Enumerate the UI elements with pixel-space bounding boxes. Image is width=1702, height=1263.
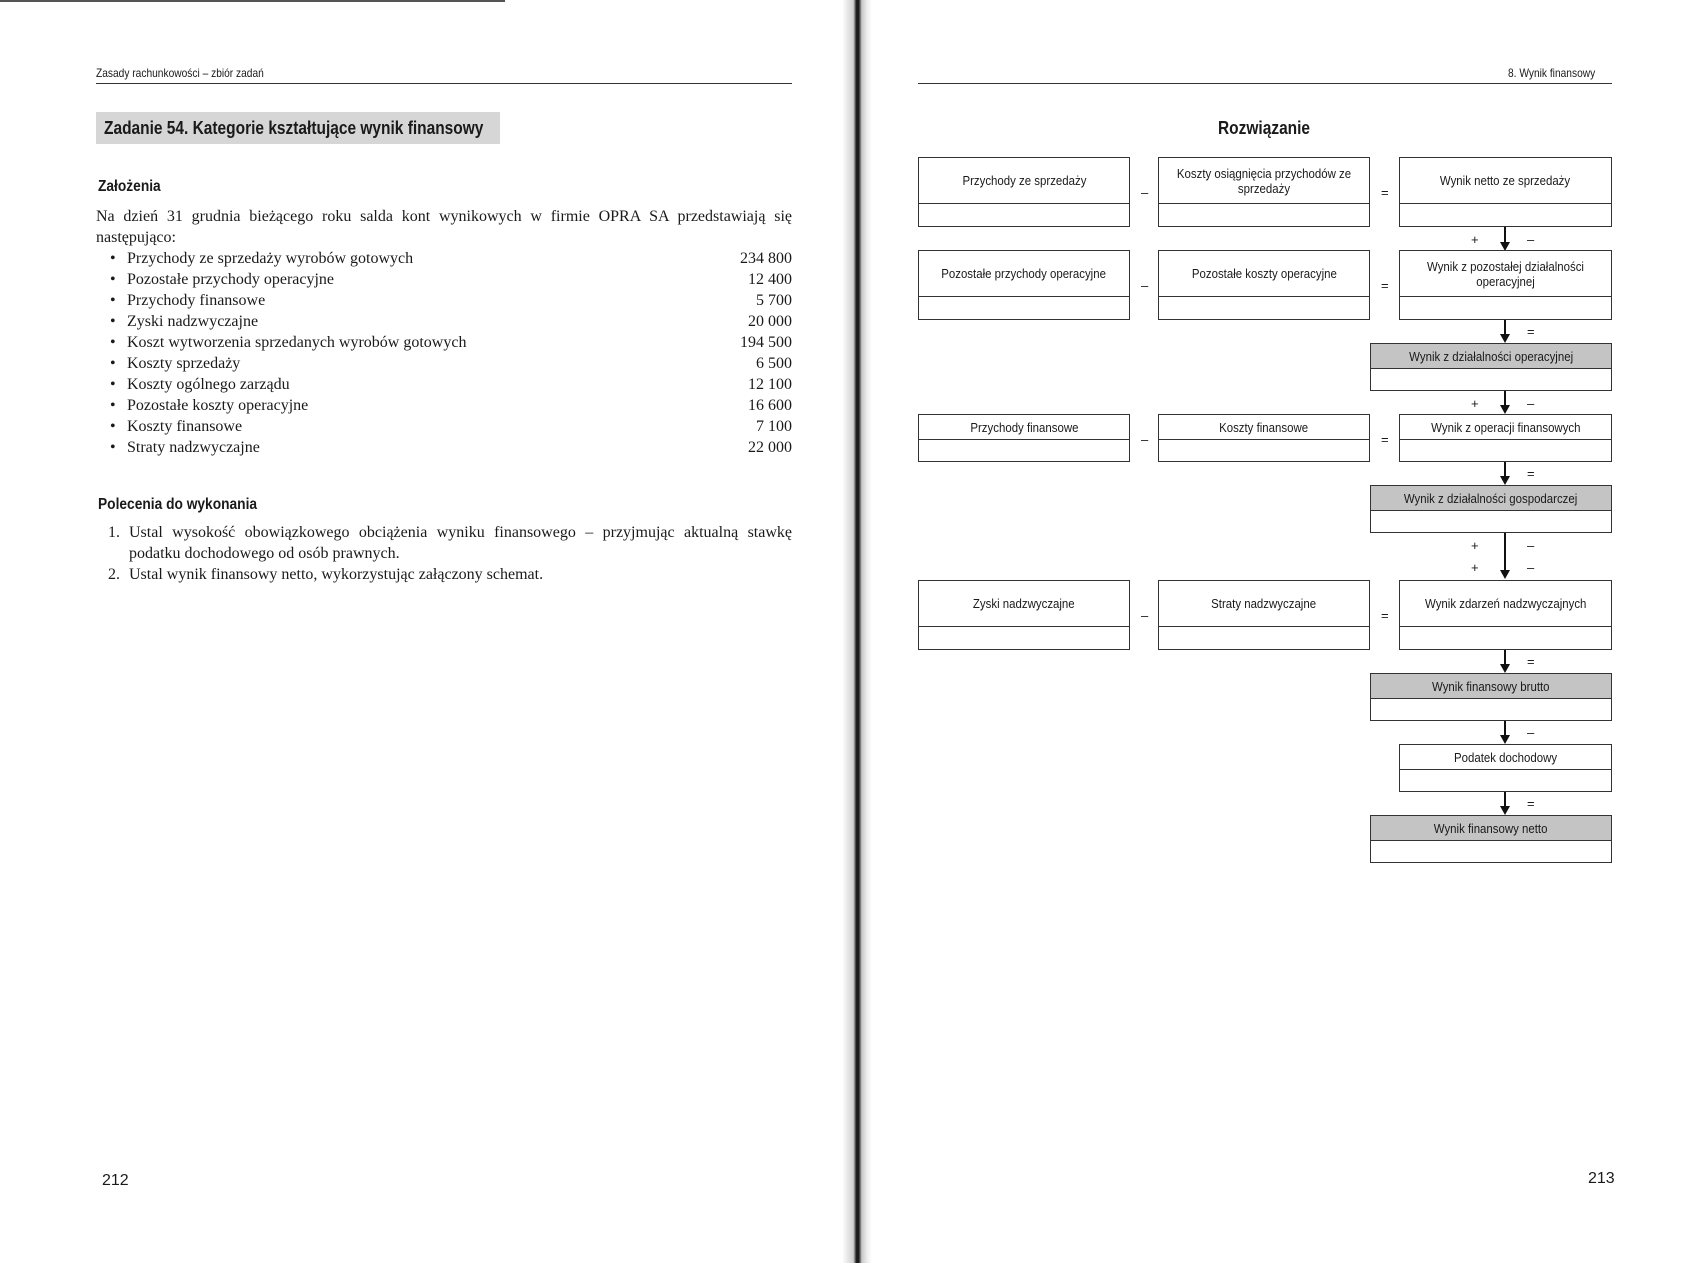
solution-title xyxy=(1218,118,1325,139)
box-extraordinary-losses xyxy=(1158,580,1370,650)
account-balances-list xyxy=(96,248,792,458)
list-item xyxy=(96,416,792,437)
box-label-text: Wynik finansowy netto xyxy=(1434,820,1548,836)
minus-sign: – xyxy=(1527,560,1535,575)
item-value: 234 800 xyxy=(740,250,792,267)
box-label xyxy=(1371,816,1611,841)
item-label: Zyski nadzwyczajne xyxy=(127,313,259,330)
item-value: 7 100 xyxy=(756,418,792,435)
task-title xyxy=(96,112,500,144)
box-business-activity-result xyxy=(1370,485,1612,533)
box-label-text: Wynik z działalności operacyjnej xyxy=(1409,348,1573,364)
minus-sign: – xyxy=(1141,608,1149,623)
box-label-text: Straty nadzwyczajne xyxy=(1211,596,1317,611)
bullet: • xyxy=(110,292,116,309)
arrow-down-icon xyxy=(1500,570,1510,579)
task-text: Ustal wynik finansowy netto, wykorzystując załączony schemat. xyxy=(129,566,544,583)
box-result-other-operating xyxy=(1399,250,1612,320)
box-label xyxy=(1400,158,1611,204)
box-costs-sales xyxy=(1158,157,1370,227)
box-result-sales xyxy=(1399,157,1612,227)
box-label xyxy=(919,158,1129,204)
box-income-tax xyxy=(1399,744,1612,792)
arrow-down-icon xyxy=(1500,334,1510,343)
bullet: • xyxy=(110,397,116,414)
plus-sign: + xyxy=(1471,396,1479,411)
item-value: 12 400 xyxy=(748,271,792,288)
book-spine xyxy=(842,0,872,1263)
bullet: • xyxy=(110,418,116,435)
box-label xyxy=(1159,581,1369,627)
box-label-text: Przychody ze sprzedaży xyxy=(962,173,1086,188)
arrow-down-icon xyxy=(1500,735,1510,744)
header-rule-right xyxy=(918,83,1612,84)
list-item xyxy=(96,290,792,311)
left-page xyxy=(0,0,850,1263)
item-label: Przychody finansowe xyxy=(127,292,266,309)
assumptions-heading-text: Założenia xyxy=(98,178,161,195)
item-value: 6 500 xyxy=(756,355,792,372)
list-item xyxy=(96,353,792,374)
equals-sign: = xyxy=(1527,466,1535,481)
box-net-result xyxy=(1370,815,1612,863)
box-label-text: Wynik zdarzeń nadzwyczajnych xyxy=(1424,596,1587,611)
box-result-extraordinary xyxy=(1399,580,1612,650)
plus-sign: + xyxy=(1471,538,1479,553)
page-number-right: 213 xyxy=(1588,1170,1615,1187)
running-head-left: Zasady rachunkowości – zbiór zadań xyxy=(96,66,264,80)
box-result-financial-operations xyxy=(1399,414,1612,462)
item-value: 16 600 xyxy=(748,397,792,414)
list-item xyxy=(96,332,792,353)
box-label-text: Koszty finansowe xyxy=(1219,419,1309,435)
item-label: Pozostałe koszty operacyjne xyxy=(127,397,309,414)
list-item xyxy=(96,437,792,458)
box-label-text: Wynik z operacji finansowych xyxy=(1430,419,1581,435)
arrow-down-icon xyxy=(1500,806,1510,815)
solution-title-text: Rozwiązanie xyxy=(1218,118,1311,138)
box-label xyxy=(1400,745,1611,770)
tasks-list xyxy=(96,522,792,585)
intro-paragraph: Na dzień 31 grudnia bieżącego roku salda kont wynikowych w firmie OPRA SA przedstawiają się następująco: xyxy=(96,208,792,246)
box-label xyxy=(1400,415,1611,440)
box-revenue-sales xyxy=(918,157,1130,227)
task-item xyxy=(96,564,792,585)
item-label: Koszty ogólnego zarządu xyxy=(127,376,290,393)
equals-sign: = xyxy=(1527,796,1535,811)
bullet: • xyxy=(110,376,116,393)
bullet: • xyxy=(110,313,116,330)
task-number: 2. xyxy=(108,566,120,583)
arrow-down-icon xyxy=(1500,476,1510,485)
bullet: • xyxy=(110,250,116,267)
item-label: Przychody ze sprzedaży wyrobów gotowych xyxy=(127,250,414,267)
running-head-right: 8. Wynik finansowy xyxy=(1508,66,1596,80)
task-text: Ustal wysokość obowiązkowego obciążenia wyniku finansowego – przyjmując aktualną stawkę podatku dochodowego od osób prawnych. xyxy=(129,524,792,562)
box-label-text: Wynik netto ze sprzedaży xyxy=(1440,173,1571,188)
box-label-text: Podatek dochodowy xyxy=(1453,749,1558,765)
item-label: Pozostałe przychody operacyjne xyxy=(127,271,335,288)
box-label-text: Przychody finansowe xyxy=(969,419,1079,435)
box-financial-costs xyxy=(1158,414,1370,462)
item-value: 22 000 xyxy=(748,439,792,456)
plus-sign: + xyxy=(1471,232,1479,247)
item-value: 194 500 xyxy=(740,334,792,351)
list-item xyxy=(96,374,792,395)
task-title-text: Zadanie 54. Kategorie kształtujące wynik finansowy xyxy=(104,118,484,138)
box-label xyxy=(1371,486,1611,511)
arrow-down-icon xyxy=(1500,664,1510,673)
box-financial-revenue xyxy=(918,414,1130,462)
bullet: • xyxy=(110,271,116,288)
list-item xyxy=(96,248,792,269)
box-other-operating-revenue xyxy=(918,250,1130,320)
top-edge-line xyxy=(0,0,505,2)
box-label xyxy=(1371,344,1611,369)
list-item xyxy=(96,395,792,416)
box-label-text: Wynik z pozostałej działalności operacyjnej xyxy=(1427,258,1584,289)
box-label xyxy=(1159,415,1369,440)
minus-sign: – xyxy=(1141,432,1149,447)
box-extraordinary-gains xyxy=(918,580,1130,650)
tasks-heading xyxy=(98,496,283,514)
minus-sign: – xyxy=(1141,185,1149,200)
item-label: Straty nadzwyczajne xyxy=(127,439,260,456)
equals-sign: = xyxy=(1381,185,1389,200)
box-label xyxy=(919,415,1129,440)
bullet: • xyxy=(110,439,116,456)
assumptions-heading xyxy=(98,178,171,196)
page-number-left: 212 xyxy=(102,1172,129,1189)
item-label: Koszt wytworzenia sprzedanych wyrobów gotowych xyxy=(127,334,467,351)
box-label-text: Wynik z działalności gospodarczej xyxy=(1404,490,1578,506)
header-rule-left xyxy=(96,83,792,84)
item-label: Koszty finansowe xyxy=(127,418,243,435)
box-label xyxy=(1159,158,1369,204)
box-label-text: Zyski nadzwyczajne xyxy=(973,596,1075,611)
equals-sign: = xyxy=(1381,278,1389,293)
minus-sign: – xyxy=(1527,725,1535,740)
minus-sign: – xyxy=(1141,278,1149,293)
item-value: 5 700 xyxy=(756,292,792,309)
box-label xyxy=(1400,251,1611,297)
box-label xyxy=(919,251,1129,297)
box-label xyxy=(1371,674,1611,699)
task-number: 1. xyxy=(108,524,120,541)
box-label-text: Wynik finansowy brutto xyxy=(1432,678,1550,694)
box-label xyxy=(1400,581,1611,627)
equals-sign: = xyxy=(1381,608,1389,623)
task-item xyxy=(96,522,792,564)
arrow-down-icon xyxy=(1500,405,1510,414)
box-operating-result xyxy=(1370,343,1612,391)
box-label xyxy=(919,581,1129,627)
box-label-text: Pozostałe koszty operacyjne xyxy=(1191,266,1337,281)
item-label: Koszty sprzedaży xyxy=(127,355,241,372)
list-item xyxy=(96,269,792,290)
list-item xyxy=(96,311,792,332)
minus-sign: – xyxy=(1527,538,1535,553)
equals-sign: = xyxy=(1381,432,1389,447)
item-value: 12 100 xyxy=(748,376,792,393)
bullet: • xyxy=(110,355,116,372)
box-label-text: Pozostałe przychody operacyjne xyxy=(941,266,1107,281)
bullet: • xyxy=(110,334,116,351)
box-other-operating-costs xyxy=(1158,250,1370,320)
box-label-text: Koszty osiągnięcia przychodów ze sprzedaży xyxy=(1176,165,1352,196)
box-gross-result xyxy=(1370,673,1612,721)
minus-sign: – xyxy=(1527,232,1535,247)
box-label xyxy=(1159,251,1369,297)
tasks-heading-text: Polecenia do wykonania xyxy=(98,496,258,513)
plus-sign: + xyxy=(1471,560,1479,575)
equals-sign: = xyxy=(1527,324,1535,339)
equals-sign: = xyxy=(1527,654,1535,669)
minus-sign: – xyxy=(1527,396,1535,411)
item-value: 20 000 xyxy=(748,313,792,330)
